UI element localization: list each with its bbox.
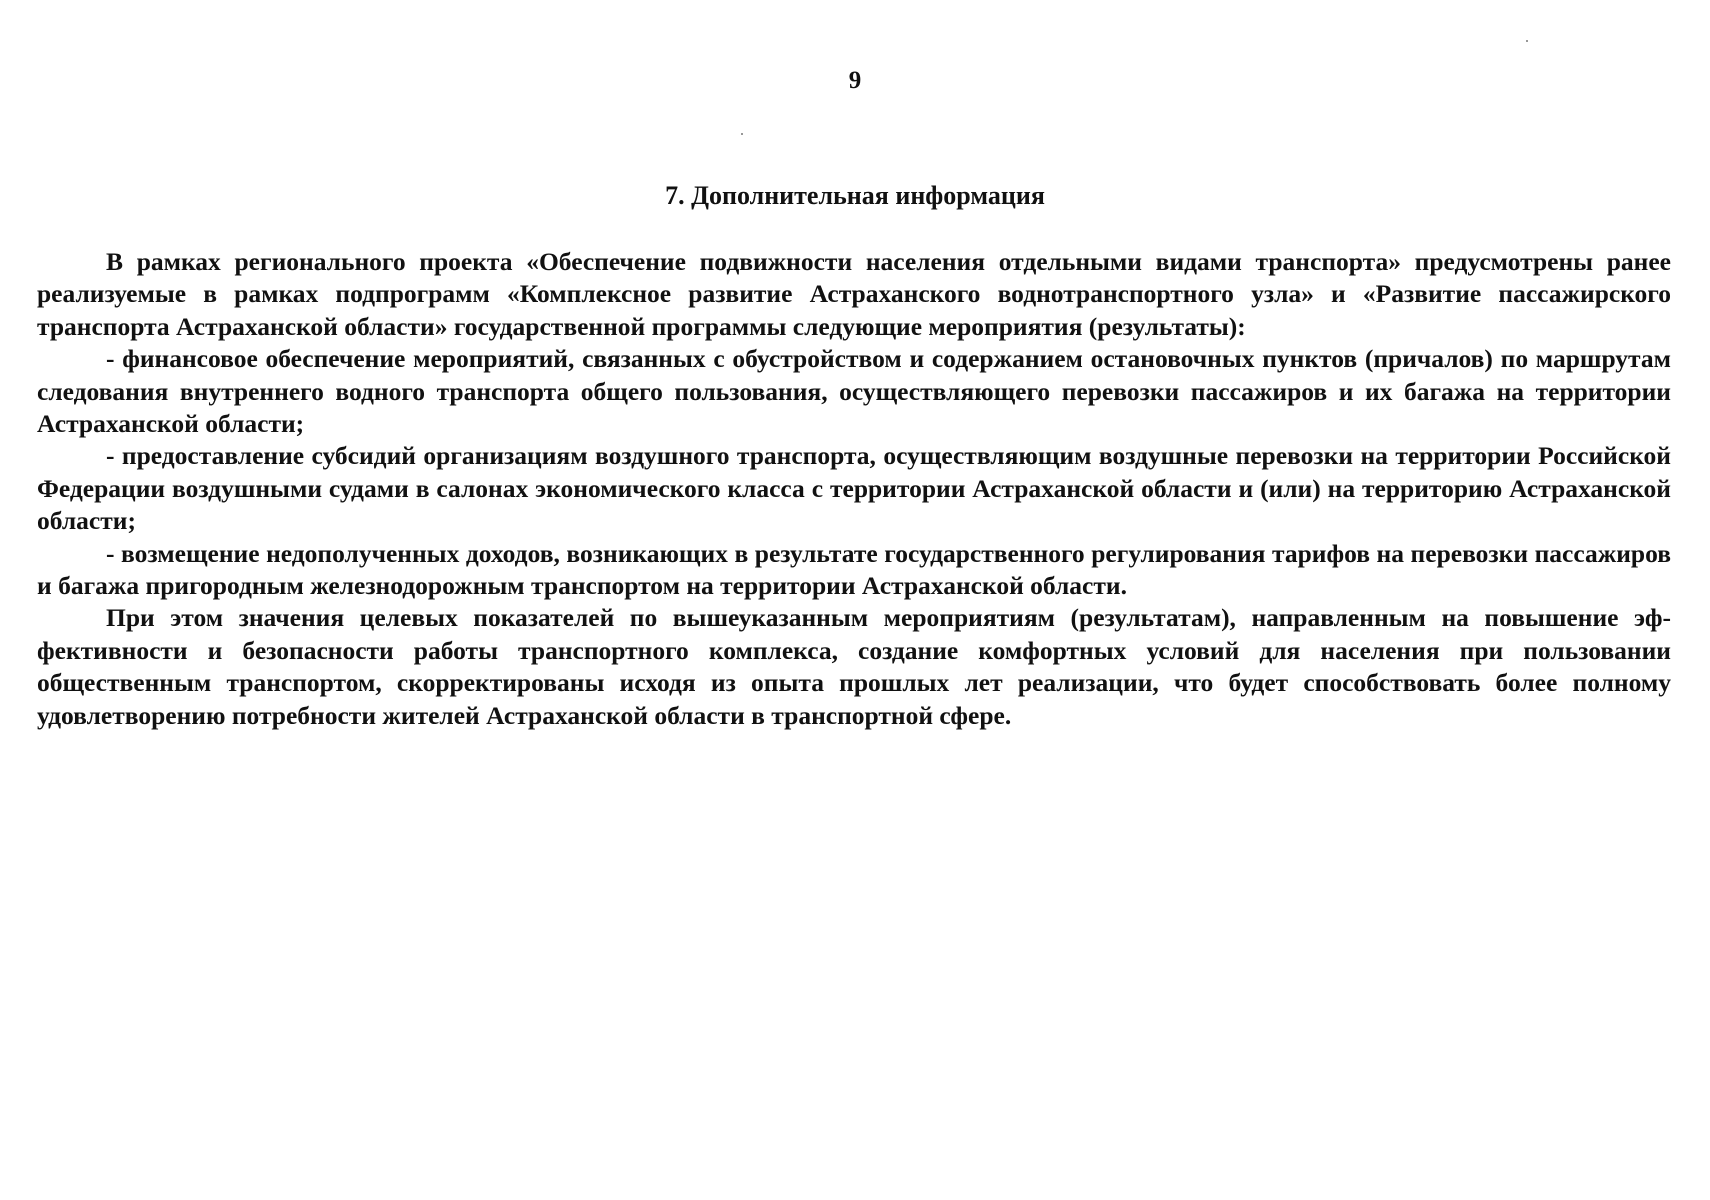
list-item-rail-compensation: - возмещение недополученных доходов, возникающих в результате государственного регулирования тарифов на перевозки пассажиров и багажа пригородным железнодорожным транспортом на территории Астраханской области.	[37, 538, 1671, 601]
section-title: 7. Дополнительная информация	[665, 181, 1045, 210]
page-number: 9	[848, 67, 862, 94]
scan-speck	[1526, 40, 1528, 42]
paragraph-intro: В рамках регионального проекта «Обеспечение подвижности населения отдельными видами транспорта» предусмотрены ранее реализуемые в рамках подпрограмм «Комплексное развитие Астраханского воднотранспортного узла» и «Развитие пассажирского транспорта Астраханской области» государственной программы следующие мероприятия (результаты):	[37, 247, 1671, 341]
body-text	[37, 246, 1671, 732]
list-item-financial-support: - финансовое обеспечение мероприятий, связанных с обустройством и содержанием остановочных пунктов (причалов) по маршрутам следования внутреннего водного транспорта общего пользования, осуществляющего перевозки пассажиров и их багажа на территории Астраханской области;	[37, 344, 1671, 439]
paragraph-conclusion: При этом значения целевых показателей по вышеуказанным мероприятиям (результатам), направленным на повышение эффективности и безопасности работы транспортного комплекса, создание комфортных условий для населения при пользовании общественным транспортом, скорректированы исходя из опыта прошлых лет реализации, что будет способствовать более полному удовлетворению потребности жителей Астраханской области в транспортной сфере.	[37, 603, 1671, 730]
scan-speck	[741, 133, 743, 135]
list-item-air-subsidies: - предоставление субсидий организациям воздушного транспорта, осуществляющим воздушные перевозки на территории Российской Федерации воздушными судами в салонах экономического класса с территории Астраханской области и (или) на территорию Астраханской области;	[37, 441, 1671, 536]
